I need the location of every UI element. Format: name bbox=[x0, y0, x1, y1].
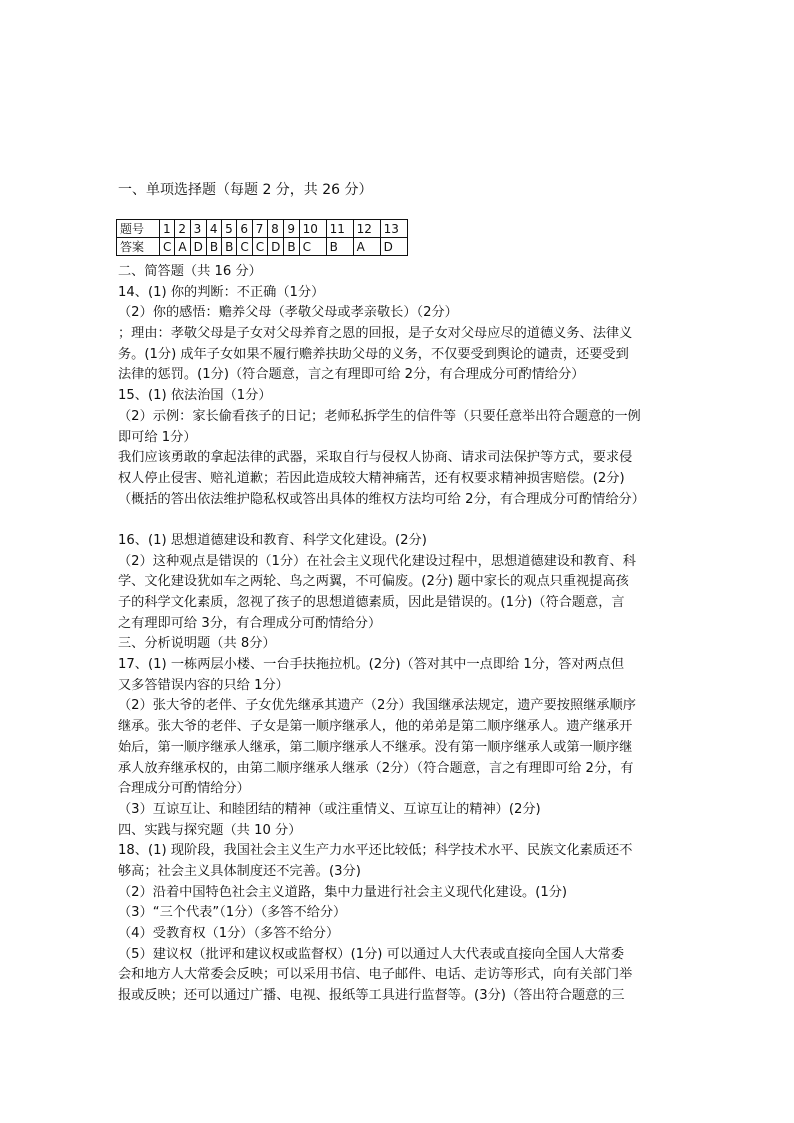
answer-cell: C bbox=[252, 238, 267, 256]
text-line: 子的科学文化素质，忽视了孩子的思想道德素质，因此是错误的。(1分)（符合题意，言 bbox=[118, 595, 625, 610]
text-line: 务。(1分) 成年子女如果不履行赡养扶助父母的义务，不仅要受到舆论的谴责，还要受到 bbox=[118, 346, 629, 362]
text-line: 始后，第一顺序继承人继承，第二顺序继承人不继承。没有第一顺序继承人或第一顺序继 bbox=[118, 739, 633, 755]
answer-cell: B bbox=[284, 238, 299, 256]
text-line: 我们应该勇敢的拿起法律的武器，采取自行与侵权人协商、请求司法保护等方式，要求侵 bbox=[118, 450, 633, 466]
question-number-cell: 5 bbox=[222, 220, 237, 238]
text-line: 18、(1) 现阶段，我国社会主义生产力水平还比较低；科学技术水平、民族文化素质还不 bbox=[118, 843, 633, 859]
text-line: 15、(1) 依法治国（1分） bbox=[118, 388, 272, 404]
answer-cell: B bbox=[222, 238, 237, 256]
answer-cell: B bbox=[206, 238, 221, 256]
row-label-number: 题号 bbox=[117, 220, 160, 238]
text-line: 学、文化建设犹如车之两轮、鸟之两翼，不可偏废。(2分) 题中家长的观点只重视提高孩 bbox=[118, 574, 629, 590]
question-number-cell: 10 bbox=[299, 220, 326, 238]
text-line: 三、分析说明题（共 8分） bbox=[118, 636, 276, 652]
answer-cell: D bbox=[380, 238, 407, 256]
text-line: （2）示例：家长偷看孩子的日记；老师私拆学生的信件等（只要任意举出符合题意的一例 bbox=[118, 408, 641, 424]
question-number-cell: 12 bbox=[353, 220, 380, 238]
answer-cell: C bbox=[237, 238, 252, 256]
text-line: 四、实践与探究题（共 10 分） bbox=[118, 822, 302, 838]
text-line: 承人放弃继承权的，由第二顺序继承人继承（2分）（符合题意，言之有理即可给 2分，有 bbox=[118, 760, 634, 776]
text-line: 法律的惩罚。(1分)（符合题意，言之有理即可给 2分，有合理成分可酌情给分） bbox=[118, 367, 585, 383]
answer-cell: A bbox=[175, 238, 190, 256]
text-line: 14、(1) 你的判断：不正确（1分） bbox=[118, 284, 325, 300]
text-line: 即可给 1分） bbox=[118, 429, 197, 445]
text-line: 16、(1) 思想道德建设和教育、科学文化建设。(2分) bbox=[118, 532, 427, 548]
question-number-cell: 11 bbox=[326, 220, 353, 238]
question-number-cell: 1 bbox=[160, 220, 175, 238]
text-line: （5）建议权（批评和建议权或监督权）(1分) 可以通过人大代表或直接向全国人大常委 bbox=[118, 946, 625, 962]
section-1-title: 一、单项选择题（每题 2 分，共 26 分） bbox=[118, 182, 373, 198]
text-line: 之有理即可给 3分，有合理成分可酌情给分） bbox=[118, 615, 382, 631]
question-number-cell: 2 bbox=[175, 220, 190, 238]
question-number-cell: 3 bbox=[190, 220, 206, 238]
text-line: 报或反映；还可以通过广播、电视、报纸等工具进行监督等。(3分)（答出符合题意的三 bbox=[118, 988, 625, 1004]
text-line: ；理由：孝敬父母是子女对父母养育之恩的回报，是子女对父母应尽的道德义务、法律义 bbox=[118, 326, 633, 342]
answer-cell: C bbox=[299, 238, 326, 256]
text-line: 够高；社会主义具体制度还不完善。(3分) bbox=[118, 863, 361, 879]
text-line: 17、(1) 一栋两层小楼、一台手扶拖拉机。(2分)（答对其中一点即给 1分，答对两点但 bbox=[118, 657, 625, 673]
question-number-cell: 7 bbox=[252, 220, 267, 238]
answer-table bbox=[116, 219, 408, 256]
answer-cell: B bbox=[326, 238, 353, 256]
text-line: 会和地方人大常委会反映；可以采用书信、电子邮件、电话、走访等形式，向有关部门举 bbox=[118, 967, 633, 983]
answer-text-body bbox=[118, 262, 678, 1007]
text-line: （3）互谅互让、和睦团结的精神（或注重情义、互谅互让的精神）(2分) bbox=[118, 801, 541, 817]
text-line: （4）受教育权（1分）（多答不给分） bbox=[118, 926, 340, 941]
answer-cell: A bbox=[353, 238, 380, 256]
text-line: 权人停止侵害、赔礼道歉；若因此造成较大精神痛苦，还有权要求精神损害赔偿。(2分) bbox=[118, 470, 625, 486]
question-number-cell: 8 bbox=[268, 220, 284, 238]
text-line: 二、简答题（共 16 分） bbox=[118, 264, 262, 279]
question-number-cell: 6 bbox=[237, 220, 252, 238]
text-line: （2）这种观点是错误的（1分）在社会主义现代化建设过程中，思想道德建设和教育、科 bbox=[118, 553, 636, 569]
text-line: 合理成分可酌情给分） bbox=[118, 781, 250, 797]
text-line: 继承。张大爷的老伴、子女是第一顺序继承人，他的弟弟是第二顺序继承人。遗产继承开 bbox=[118, 719, 633, 735]
question-number-cell: 9 bbox=[284, 220, 299, 238]
text-line: （2）张大爷的老伴、子女优先继承其遗产（2分）我国继承法规定，遗产要按照继承顺序 bbox=[118, 698, 636, 714]
text-line: （2）你的感悟：赡养父母（孝敬父母或孝亲敬长）（2分） bbox=[118, 305, 458, 321]
question-number-cell: 4 bbox=[206, 220, 221, 238]
blank-line bbox=[118, 510, 678, 531]
text-line: 又多答错误内容的只给 1分） bbox=[118, 677, 289, 693]
text-line: （3）“三个代表”（1分）（多答不给分） bbox=[118, 905, 347, 921]
answer-table-row-numbers bbox=[117, 220, 408, 238]
answer-cell: D bbox=[268, 238, 284, 256]
text-line: （概括的答出依法维护隐私权或答出具体的维权方法均可给 2分，有合理成分可酌情给分） bbox=[118, 491, 645, 507]
answer-table-row-answers bbox=[117, 238, 408, 256]
answer-cell: C bbox=[160, 238, 175, 256]
answer-cell: D bbox=[190, 238, 206, 256]
text-line: （2）沿着中国特色社会主义道路，集中力量进行社会主义现代化建设。(1分) bbox=[118, 884, 568, 900]
row-label-answer: 答案 bbox=[117, 238, 160, 256]
question-number-cell: 13 bbox=[380, 220, 407, 238]
